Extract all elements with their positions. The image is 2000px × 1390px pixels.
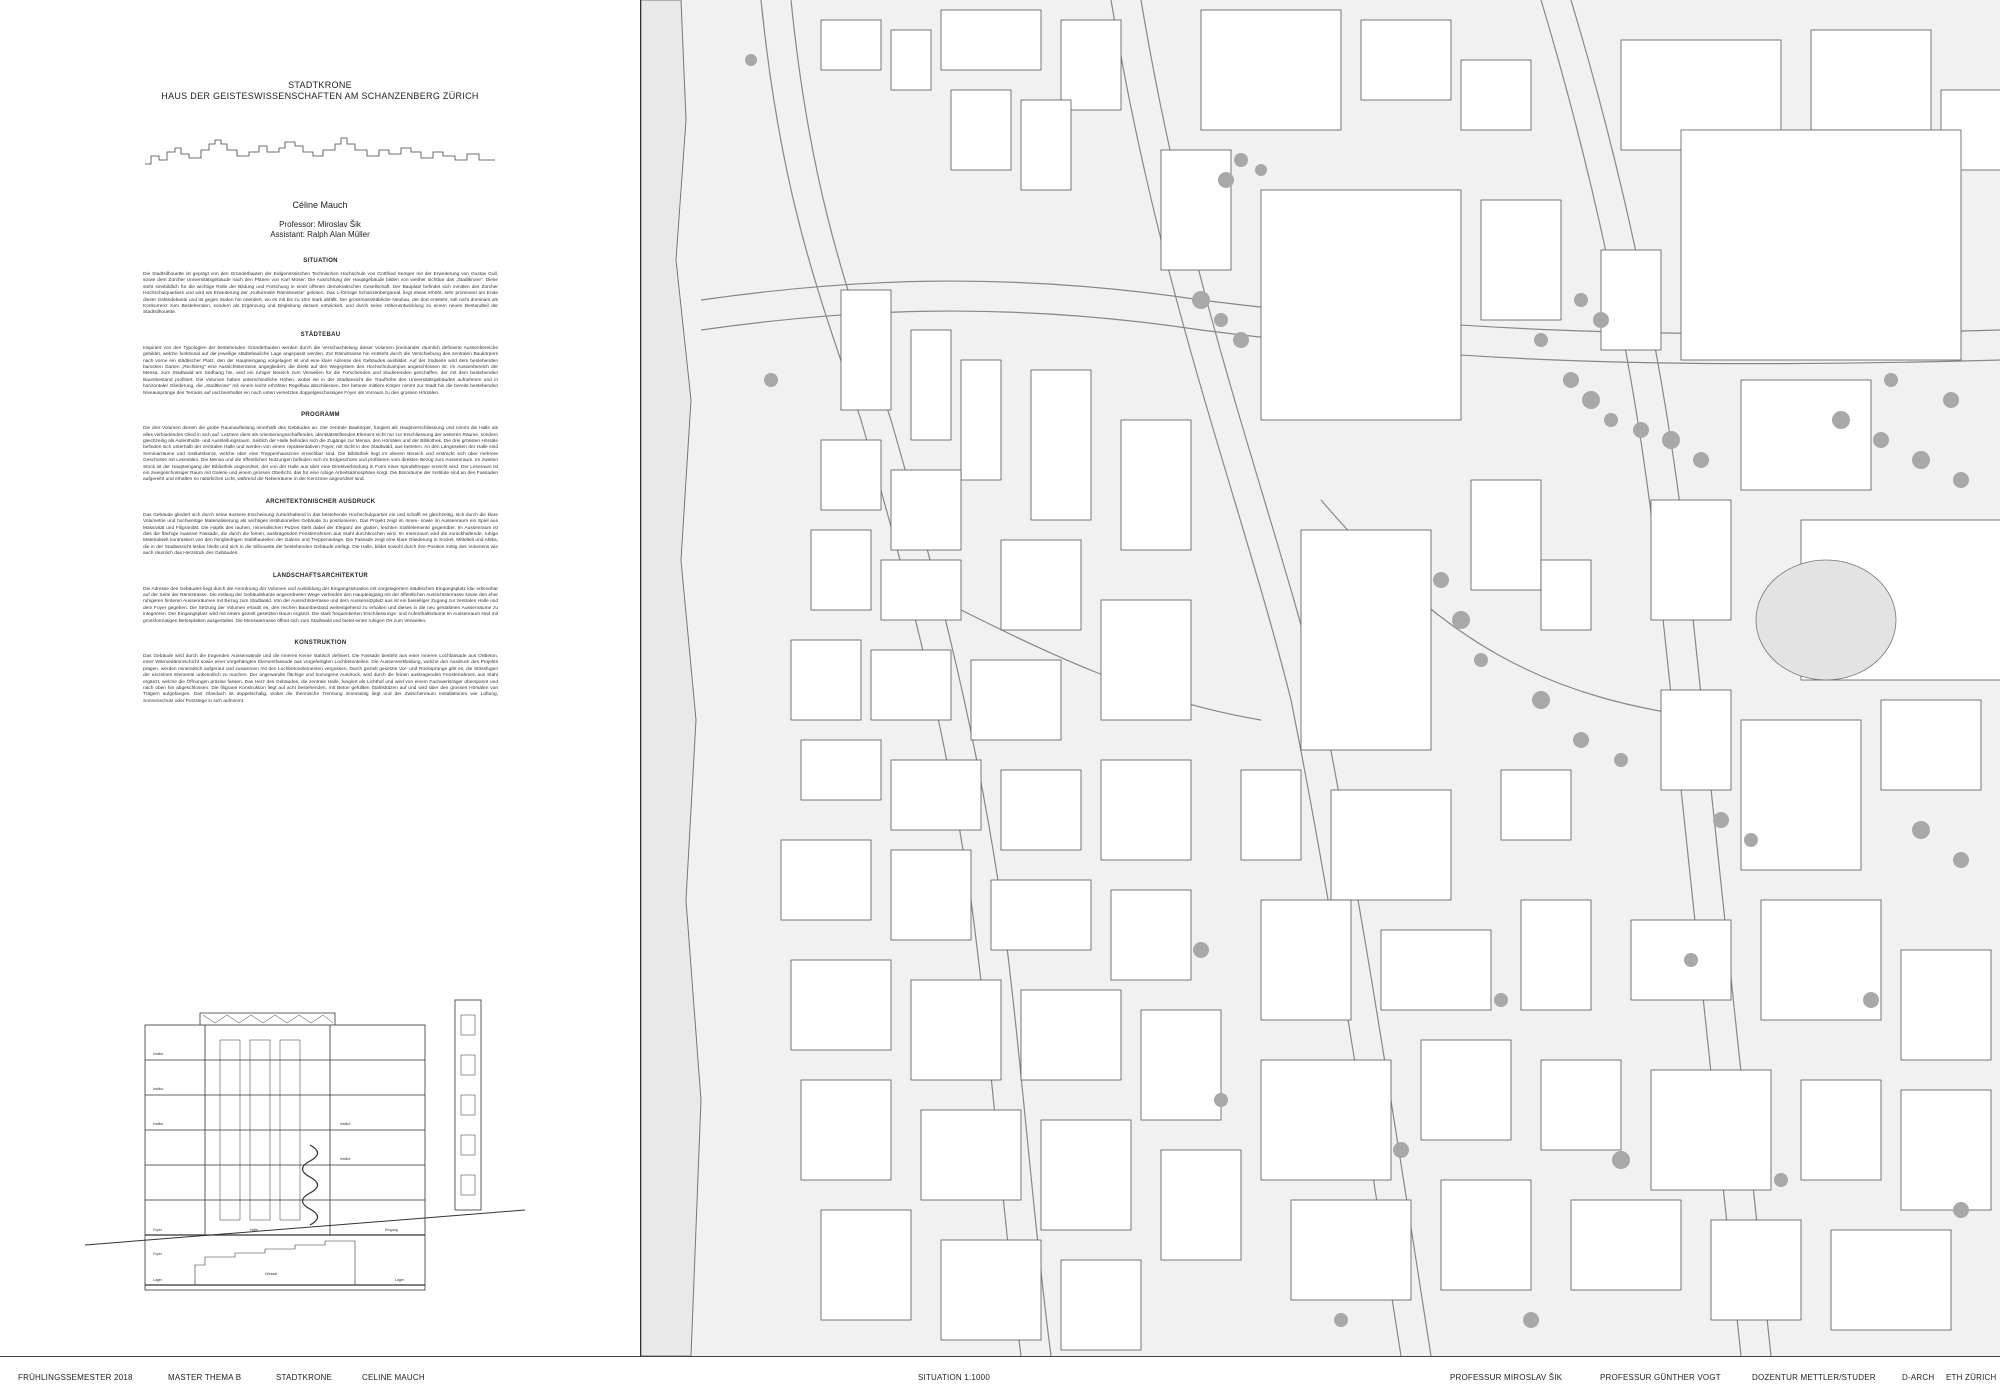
neighbour-building [455, 1000, 481, 1210]
buildings [781, 10, 2000, 1350]
room-label: Eingang [385, 1228, 398, 1232]
footer-professor-sik: PROFESSUR MIROSLAV ŠIK [1450, 1373, 1563, 1382]
section-situation [143, 258, 498, 317]
project-title-block [120, 80, 520, 102]
section-body: Das Gebäude wird durch die tragenden Aussenwände und die inneren Kerne statisch definiert. Die Fassade besteht aus einer inneren Lochfassade aus Ortbeton, einer Wärmedämmschicht sowie einer vorgehängten Elementfassade aus vorgefertigten Lochbetonteilen. Die Aussenverkleidung, welche den Ausdruck des Projekts prägen, werden mineralisch aufgeraut und zusammen mit den Lochbetonelementen vergossen. Durch gezielt gesetzte Vor- und Rücksprünge gibt es, die Stössfugen der einzelnen Elemente unkenntlich zu machen. Der angewandte flächige und homogene Ausdruck, wird durch die feinen auskragenden Fensterrahmen aus Stahl ergänzt, welche die Öffnungen präzise fassen. Das Herz des Gebäudes, die zentrale Halle, fungiert als Lichthof und wird von einem Fachwerkträger überspannt und nach oben hin abgeschlossen. Die filigrane Konstruktion liegt auf acht bestehenden, mit Beton gefüllten Stahlstützen auf und wird über den grossen Hörsälen von Trägern aufgefangen. Das Glasdach ist doppelschalig, wobei die thermische Trennung innenseitig liegt und der Zwischenraum Installationen wie Lüftung, Sonnenschutz oder Putzstege in sich aufnimmt. [143, 654, 498, 704]
footer-d-arch: D-ARCH [1902, 1373, 1935, 1382]
text-sections [143, 258, 498, 720]
footer-eth: ETH ZÜRICH [1946, 1373, 1997, 1382]
room-label: Institut [153, 1122, 164, 1126]
poster-footer [0, 1356, 2000, 1390]
project-subtitle: HAUS DER GEISTESWISSENSCHAFTEN AM SCHANZENBERG ZÜRICH [161, 91, 479, 101]
section-body: Die Adresse des Gebäudes liegt durch die Anordnung der Volumen und Ausbildung der Eingangssituation mit vorgelagertem städtischen Eingangsplatz klar erkennbar auf der Seite der Rämistrasse. Die entlang der Gebäudekante angeordneten Wege verbinden den Haupteingang mit der öffentlichen Aussichtsterrasse sowie den eher ruhigeren hinteren Aussenräumen mit Bezug zum Stadtwald. Von der Aussichtsterrasse und dem Aussensitzplatz aus ist ein beiseitiger Zugang zur zentralen Halle und dem Foyer gegeben. Die Setzung der Volumen erlaubt es, den reichen Baumbestand weitestgehend zu erhalten und dieses in die neu gestalteten Aussenräume zu integrieren. Der Eingangsplatz wird mit einem gezielt gesetzten Baum ergänzt. Die stark frequentierten Erschliessungs- und Aufenthaltsräume im Aussenraum sind mit grossformatigen Betonplatten ausgestaltet. Die Mensaterrasse öffnet sich zum Stadtwald und bietet einen ruhigen Ort zum Verweilen. [143, 586, 498, 624]
building-outline [145, 1025, 425, 1290]
assistant-line: Assistant: Ralph Alan Müller [270, 230, 370, 239]
room-label: Institut [153, 1052, 164, 1056]
author-block [120, 200, 520, 240]
footer-dozentur: DOZENTUR METTLER/STUDER [1752, 1373, 1876, 1382]
project-text-panel [0, 0, 640, 1356]
footer-thema: MASTER THEMA B [168, 1373, 242, 1382]
section-heading: KONSTRUKTION [294, 640, 347, 647]
building-section-drawing [85, 995, 525, 1295]
spiral-stair [303, 1145, 318, 1225]
section-body: Das Gebäude gliedert sich durch seine äussere Erscheinung zurückhaltend in das bestehende Hochschulquartier ein und schafft es gleichzeitig, sich durch die klare Volumetrie und hochwertige Materialisierung als wichtiges institutionelles Gebäude zu positionieren. Das Projekt zeigt im Innen- sowie im Aussenraum ein Spiel aus Massivität und Filigranität. Die Haptik des rauhen, mineralischen Putzes steht dabei der Eleganz der glatten, leichten Stahlelemente gegenüber. Im Aussenraum ist dies die flächige massive Fassade, die durch die feinen, auskragenden Fensterrahmen aus Stahl durchbrochen wird. Im Innenraum wird die zurückhaltende, ruhige Materialwelt kontrastiert von den feingliedrigen Stahlbauteilen der Galerie und Treppenanlage. Die Fassade zeigt eine klare Gliederung in Sockel, Mittelteil und Attika, die in der Stadtansicht lesbar bleibt und sich in die Silhouette der bestehenden Gebäude einfügt. Die Halle, bildet sowohl durch ihre Position mittig des Volumens wie auch räumlich das Herzstück des Gebäudes. [143, 512, 498, 557]
room-label: Lager [153, 1278, 162, 1282]
section-heading: LANDSCHAFTSARCHITEKTUR [273, 572, 368, 579]
room-label: Lager [395, 1278, 404, 1282]
room-label: Institut [340, 1157, 351, 1161]
river [641, 0, 701, 1356]
footer-student: CELINE MAUCH [362, 1373, 425, 1382]
ground-line [85, 1210, 525, 1245]
section-ausdruck [143, 499, 498, 558]
section-heading: ARCHITEKTONISCHER AUSDRUCK [265, 498, 376, 505]
room-label: Foyer [153, 1252, 162, 1256]
sports-field [1756, 560, 1896, 680]
skyline-silhouette [145, 130, 495, 170]
professor-line: Professor: Miroslav Šik [279, 220, 361, 229]
footer-project: STADTKRONE [276, 1373, 333, 1382]
section-body: Inspiriert von den Typologien der bestehenden Gründerbauten werden durch die Verschachtelung dieser Volumen (ineinander räumlich definierte Aussenbereiche gebildet, welche funktional auf die jeweilige städtebauliche Lage angepasst werden. Zur Rämistrasse hin entsteht durch die Verschiebung des zentralen Baukörpers nach vorne ein städtischer Platz, den der Haupteingang vorgelagert ist und eine klare Adresse des Gebäudes ausbildet. Auf der Südseite wird dem bestehenden barocken Garten „Rechberg“ eine Aussichtsterrasse angegliedert, die direkt auf den Wegsystem des Hochschulcampus angeschlossen ist. Im Aussenbereich der Mensa, zum Stadtwald am Südhang hin, wird ein ruhiger Bereich zum Verweilen für die Forschenden und Studierenden geschaffen, der mit dem bestehenden Baumbestand profitiert. Die Volumen haben unterschiedliche Höhen, wobei sie in der Stadtansicht die Traufhöhe des Universitätsgebäudes aufnehmen und in horizontaler Gliederung, die „Stadtkrone“ mit einem leicht erhöhten Regelbau abschliessen. Der betonte mittlere Körper nimmt zur Stadt hin die bereits bestehenden Niveausprünge des Terrains auf und beinhaltet ein nach unten versetztes doppelgeschossiges Foyer als Vorraum zu den grossen Hörsälen. [143, 345, 498, 396]
situation-plan-map [641, 0, 2000, 1356]
section-heading: PROGRAMM [301, 412, 340, 419]
section-heading: SITUATION [303, 258, 338, 264]
room-label: Halle [250, 1228, 258, 1232]
footer-semester: FRÜHLINGSSEMESTER 2018 [18, 1373, 133, 1382]
auditorium-seating [195, 1241, 355, 1285]
footer-professor-vogt: PROFESSUR GÜNTHER VOGT [1600, 1373, 1721, 1382]
student-name: Céline Mauch [292, 200, 348, 210]
room-label: Hörsaal [265, 1272, 278, 1276]
room-label: Foyer [153, 1228, 162, 1232]
section-konstruktion [143, 640, 498, 705]
section-staedtebau [143, 332, 498, 397]
section-heading: STÄDTEBAU [300, 331, 341, 338]
roof-truss [200, 1013, 335, 1025]
section-landschaft [143, 573, 498, 625]
project-title: STADTKRONE [288, 80, 352, 90]
room-label: Institut [153, 1087, 164, 1091]
section-body: Die drei Volumen dienen die grobe Raumaufteilung innerhalb des Gebäudes an. Der zentrale Baukörper, fungiert als Hauptverschliessung und nimmt die Halle als alles verbindendes Glied in sich auf. Letztere dient als orientierungsschaffendes, identitätsstiftendes Element nicht nur zur Erschliessung der weiteren Räume, sondern gleichzeitig als Aufenthalts- und Ausstellungsraum. Seitlich der Halle befinden sich die Zugänge zur Mensa, den Hörsälen und der Bibliothek. Die drei grössten Hörsäle befinden sich unterhalb der zentralen Halle und werden von einem repräsentativen Foyer, mit Sicht in den Stadtwald, aus betreten. An den Längsseiten der Halle sind Seminarräume und Institutsbüros, welche über eine Treppenhauszone erreichbar sind. Die Bibliothek liegt im oberen Bereich und erstreckt sich über mehrere Geschosse mit Lesesälen. Die Mensa und die öffentlichen Nutzungen befinden sich im Erdgeschoss und profitieren vom direkten Bezug zum Aussenraum. Im zweiten Stock ist der Haupteingang der Bibliothek angeordnet, der von der Halle aus über eine Direktverbindung in Form einer Spindeltreppe erreicht wird. Der Leseraum ist ein zweigeschossiger Raum mit Galerie und einem grossen Oberlicht, das für eine ruhige Arbeitsatmosphäre sorgt. Die Büroräume der Institute sind an den Fassaden aufgereiht und erhalten so natürliches Licht, während die Nebenräume in der Kernzone angeordnet sind. [143, 426, 498, 483]
footer-situation: SITUATION 1:1000 [918, 1373, 990, 1382]
section-programm [143, 412, 498, 484]
situation-map-panel [640, 0, 2000, 1356]
room-label: Institut [340, 1122, 351, 1126]
section-body: Die Stadtsilhouette ist geprägt von den Gründerbauten der Eidgenössischen Technischen Hochschule von Gottfried Semper mit der Erweiterung von Gustav Gull, sowie dem Zürcher Universitätsgebäude nach den Plänen von Karl Moser. Die Ausrichtung der Hauptgebäude bilden von weither sichtbar das „Stadtkrone“. Diese steht sinnbildlich für die wichtige Rolle der Bildung und Forschung in einer offenen demokratischen Gesellschaft. Der Bauplatz befindet sich inmitten des Zürcher Hochschulquartiers und wird als Erweiterung der „Kulturmeile Rämistrasse“ gelesen. Das L-förmige Schanzenbergareal, liegt etwas erhöht, sehr prominent am Ende dieser Geländekante und ist gegen Süden hin orientiert, wo es mit bis zu 10m stark abfällt. Der grossmassstäbliche Neubau, der dort entsteht, soll nicht dominant als Konkurrenz zum Bestehenden, sondern als Ergänzung und Begleitung dessen entwickelt, und durch seine Höhenentwicklung zu einem neuen Bestandteil der Stadtsilhouette. [143, 272, 498, 316]
